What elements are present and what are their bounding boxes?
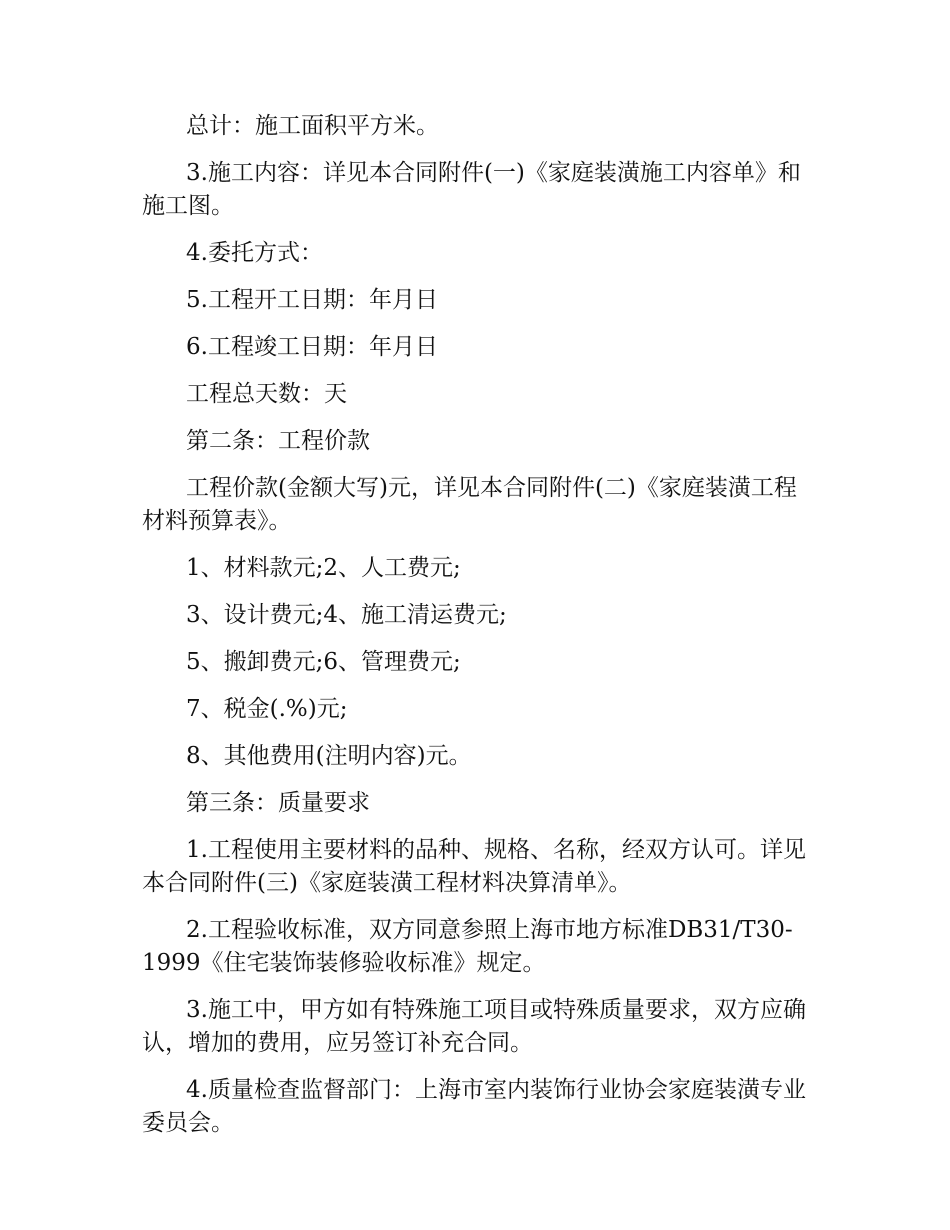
paragraph-quality-3: 3.施工中，甲方如有特殊施工项目或特殊质量要求，双方应确认，增加的费用，应另签订补充合同。 [142,997,806,1056]
paragraph-completion-date: 6.工程竣工日期：年月日 [186,334,438,360]
paragraph-construction-content: 3.施工内容：详见本合同附件(一)《家庭装潢施工内容单》和施工图。 [142,160,801,219]
paragraph-fee-5-6: 5、搬卸费元;6、管理费元; [186,649,461,675]
paragraph-total-days: 工程总天数：天 [186,381,347,407]
paragraph-quality-1: 1.工程使用主要材料的品种、规格、名称，经双方认可。详见本合同附件(三)《家庭装潢工程材料决算清单》。 [142,837,806,896]
paragraph-fee-1-2: 1、材料款元;2、人工费元; [186,555,461,581]
paragraph-start-date: 5.工程开工日期：年月日 [186,287,438,313]
paragraph-price-summary: 工程价款(金额大写)元，详见本合同附件(二)《家庭装潢工程材料预算表》。 [142,475,797,534]
section-heading-price: 第二条：工程价款 [186,428,370,454]
section-heading-quality: 第三条：质量要求 [186,790,370,816]
paragraph-total-area: 总计：施工面积平方米。 [186,113,439,139]
document-page [142,110,808,1154]
paragraph-entrust-method: 4.委托方式： [186,240,323,266]
paragraph-quality-2: 2.工程验收标准，双方同意参照上海市地方标准DB31/T30-1999《住宅装饰装修验收标准》规定。 [142,917,793,976]
paragraph-fee-3-4: 3、设计费元;4、施工清运费元; [186,602,507,628]
paragraph-quality-4: 4.质量检查监督部门：上海市室内装饰行业协会家庭装潢专业委员会。 [142,1077,806,1136]
paragraph-fee-8: 8、其他费用(注明内容)元。 [186,743,472,769]
paragraph-fee-7: 7、税金(.%)元; [186,696,348,722]
